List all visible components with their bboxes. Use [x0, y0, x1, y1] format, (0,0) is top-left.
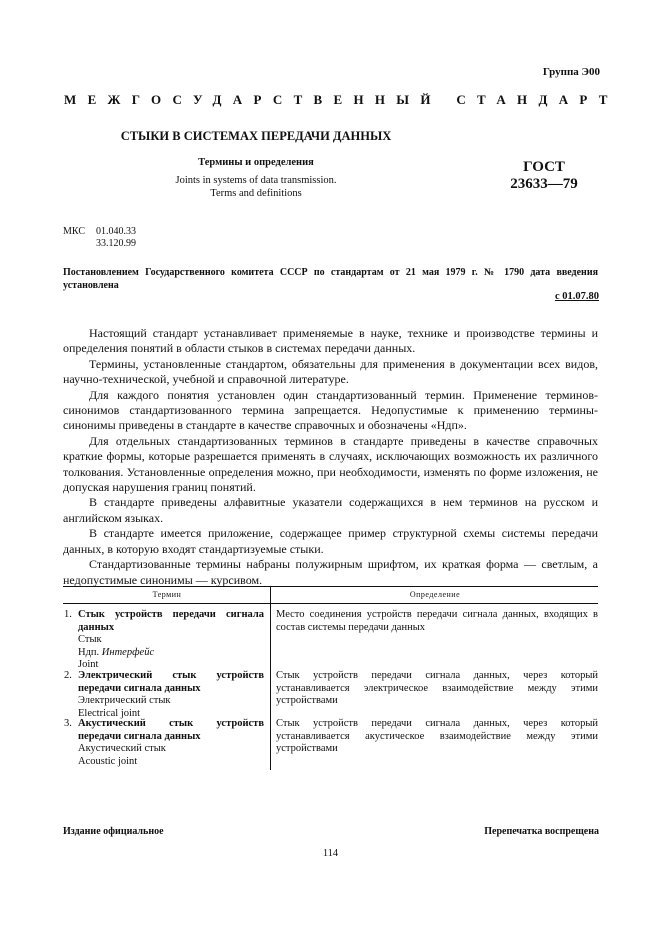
mks-code: 33.120.99 [96, 238, 136, 249]
term-standard: Стык устройств передачи сигнала данных [78, 609, 264, 633]
column-header-definitions: Определение [409, 590, 461, 599]
mks-code: 01.040.33 [96, 226, 136, 237]
english-title-line1: Joints in systems of data transmission. [175, 175, 337, 186]
standard-banner: МЕЖГОСУДАРСТВЕННЫЙ СТАНДАРТ [64, 92, 619, 107]
term-number: 2. [64, 670, 72, 681]
intro-paragraph: В стандарте приведены алфавитные указатели содержащихся в нем терминов на русском и английском языках. [63, 495, 598, 525]
term-english: Acoustic joint [78, 755, 138, 767]
intro-text [63, 326, 598, 588]
intro-paragraph: В стандарте имеется приложение, содержащее пример структурной схемы системы передачи данных, в которую входят стандартизуемые стыки. [63, 526, 598, 556]
term-entry-2 [64, 670, 264, 720]
definition-1: Место соединения устройств передачи сигнала данных, входящих в состав системы передачи данных [276, 609, 598, 633]
table-header [63, 587, 598, 604]
column-header-terms: Термин [152, 590, 182, 599]
gost-designation [492, 159, 596, 193]
english-title-line2: Terms and definitions [210, 188, 302, 199]
term-entry-3 [64, 718, 264, 768]
effective-date: с 01.07.80 [554, 291, 599, 302]
english-title [66, 174, 446, 200]
term-english: Joint [78, 659, 99, 670]
ndp-synonym: Интерфейс [101, 646, 155, 658]
definition-3: Стык устройств передачи сигнала данных, через который устанавливается акустическое взаимодействие между этими устройствами [276, 718, 598, 754]
term-standard: Акустический стык устройств передачи сигнала данных [78, 718, 264, 742]
official-edition-label: Издание официальное [63, 826, 164, 837]
term-standard: Электрический стык устройств передачи сигнала данных [78, 670, 264, 694]
intro-paragraph: Настоящий стандарт устанавливает применяемые в науке, технике и производстве термины и определения понятий в области стыков в системах передачи данных. [63, 326, 598, 356]
column-divider [270, 587, 271, 770]
term-ndp [78, 647, 264, 660]
group-code: Группа Э00 [542, 66, 600, 78]
decree-text: Постановлением Государственного комитета СССР по стандартам от 21 мая 1979 г. № 1790 дата введения установлена [63, 267, 598, 291]
document-subtitle: Термины и определения [198, 157, 314, 168]
term-number: 3. [64, 718, 72, 729]
term-english: Electrical joint [78, 707, 141, 719]
reprint-prohibited-label: Перепечатка воспрещена [484, 826, 599, 837]
gost-label: ГОСТ [523, 159, 565, 175]
term-short-form: Стык [78, 634, 102, 645]
intro-paragraph: Для каждого понятия установлен один стандартизованный термин. Применение терминов-синонимов стандартизованного термина запрещается. Недопустимые к применению термины-синонимы приведены в стандарте в качестве справочных и обозначены «Ндп». [63, 387, 598, 433]
term-entry-1 [64, 609, 264, 672]
intro-paragraph: Стандартизованные термины набраны полужирным шрифтом, их краткая форма — светлым, а недопустимые синонимы — курсивом. [63, 557, 598, 587]
term-short-form: Электрический стык [78, 695, 171, 706]
gost-number: 23633—79 [510, 176, 578, 192]
intro-paragraph: Для отдельных стандартизованных терминов в стандарте приведены в качестве справочных краткие формы, которые разрешается применять в случаях, исключающих возможность их различного толкования. Установленные определения можно, при необходимости, изменять по форме изложения, не допуская нарушения границ понятий. [63, 433, 598, 495]
mks-label: МКС [63, 226, 85, 237]
definition-2: Стык устройств передачи сигнала данных, через который устанавливается электрическое взаимодействие между этими устройствами [276, 670, 598, 706]
mks-codes [96, 226, 136, 250]
ndp-prefix: Ндп. [78, 646, 100, 658]
document-title: СТЫКИ В СИСТЕМАХ ПЕРЕДАЧИ ДАННЫХ [120, 129, 392, 143]
page-number: 114 [322, 848, 339, 859]
term-number: 1. [64, 609, 72, 620]
intro-paragraph: Термины, установленные стандартом, обязательны для применения в документации всех видов, научно-технической, учебной и справочной литературе. [63, 356, 598, 387]
term-short-form: Акустический стык [78, 743, 166, 754]
